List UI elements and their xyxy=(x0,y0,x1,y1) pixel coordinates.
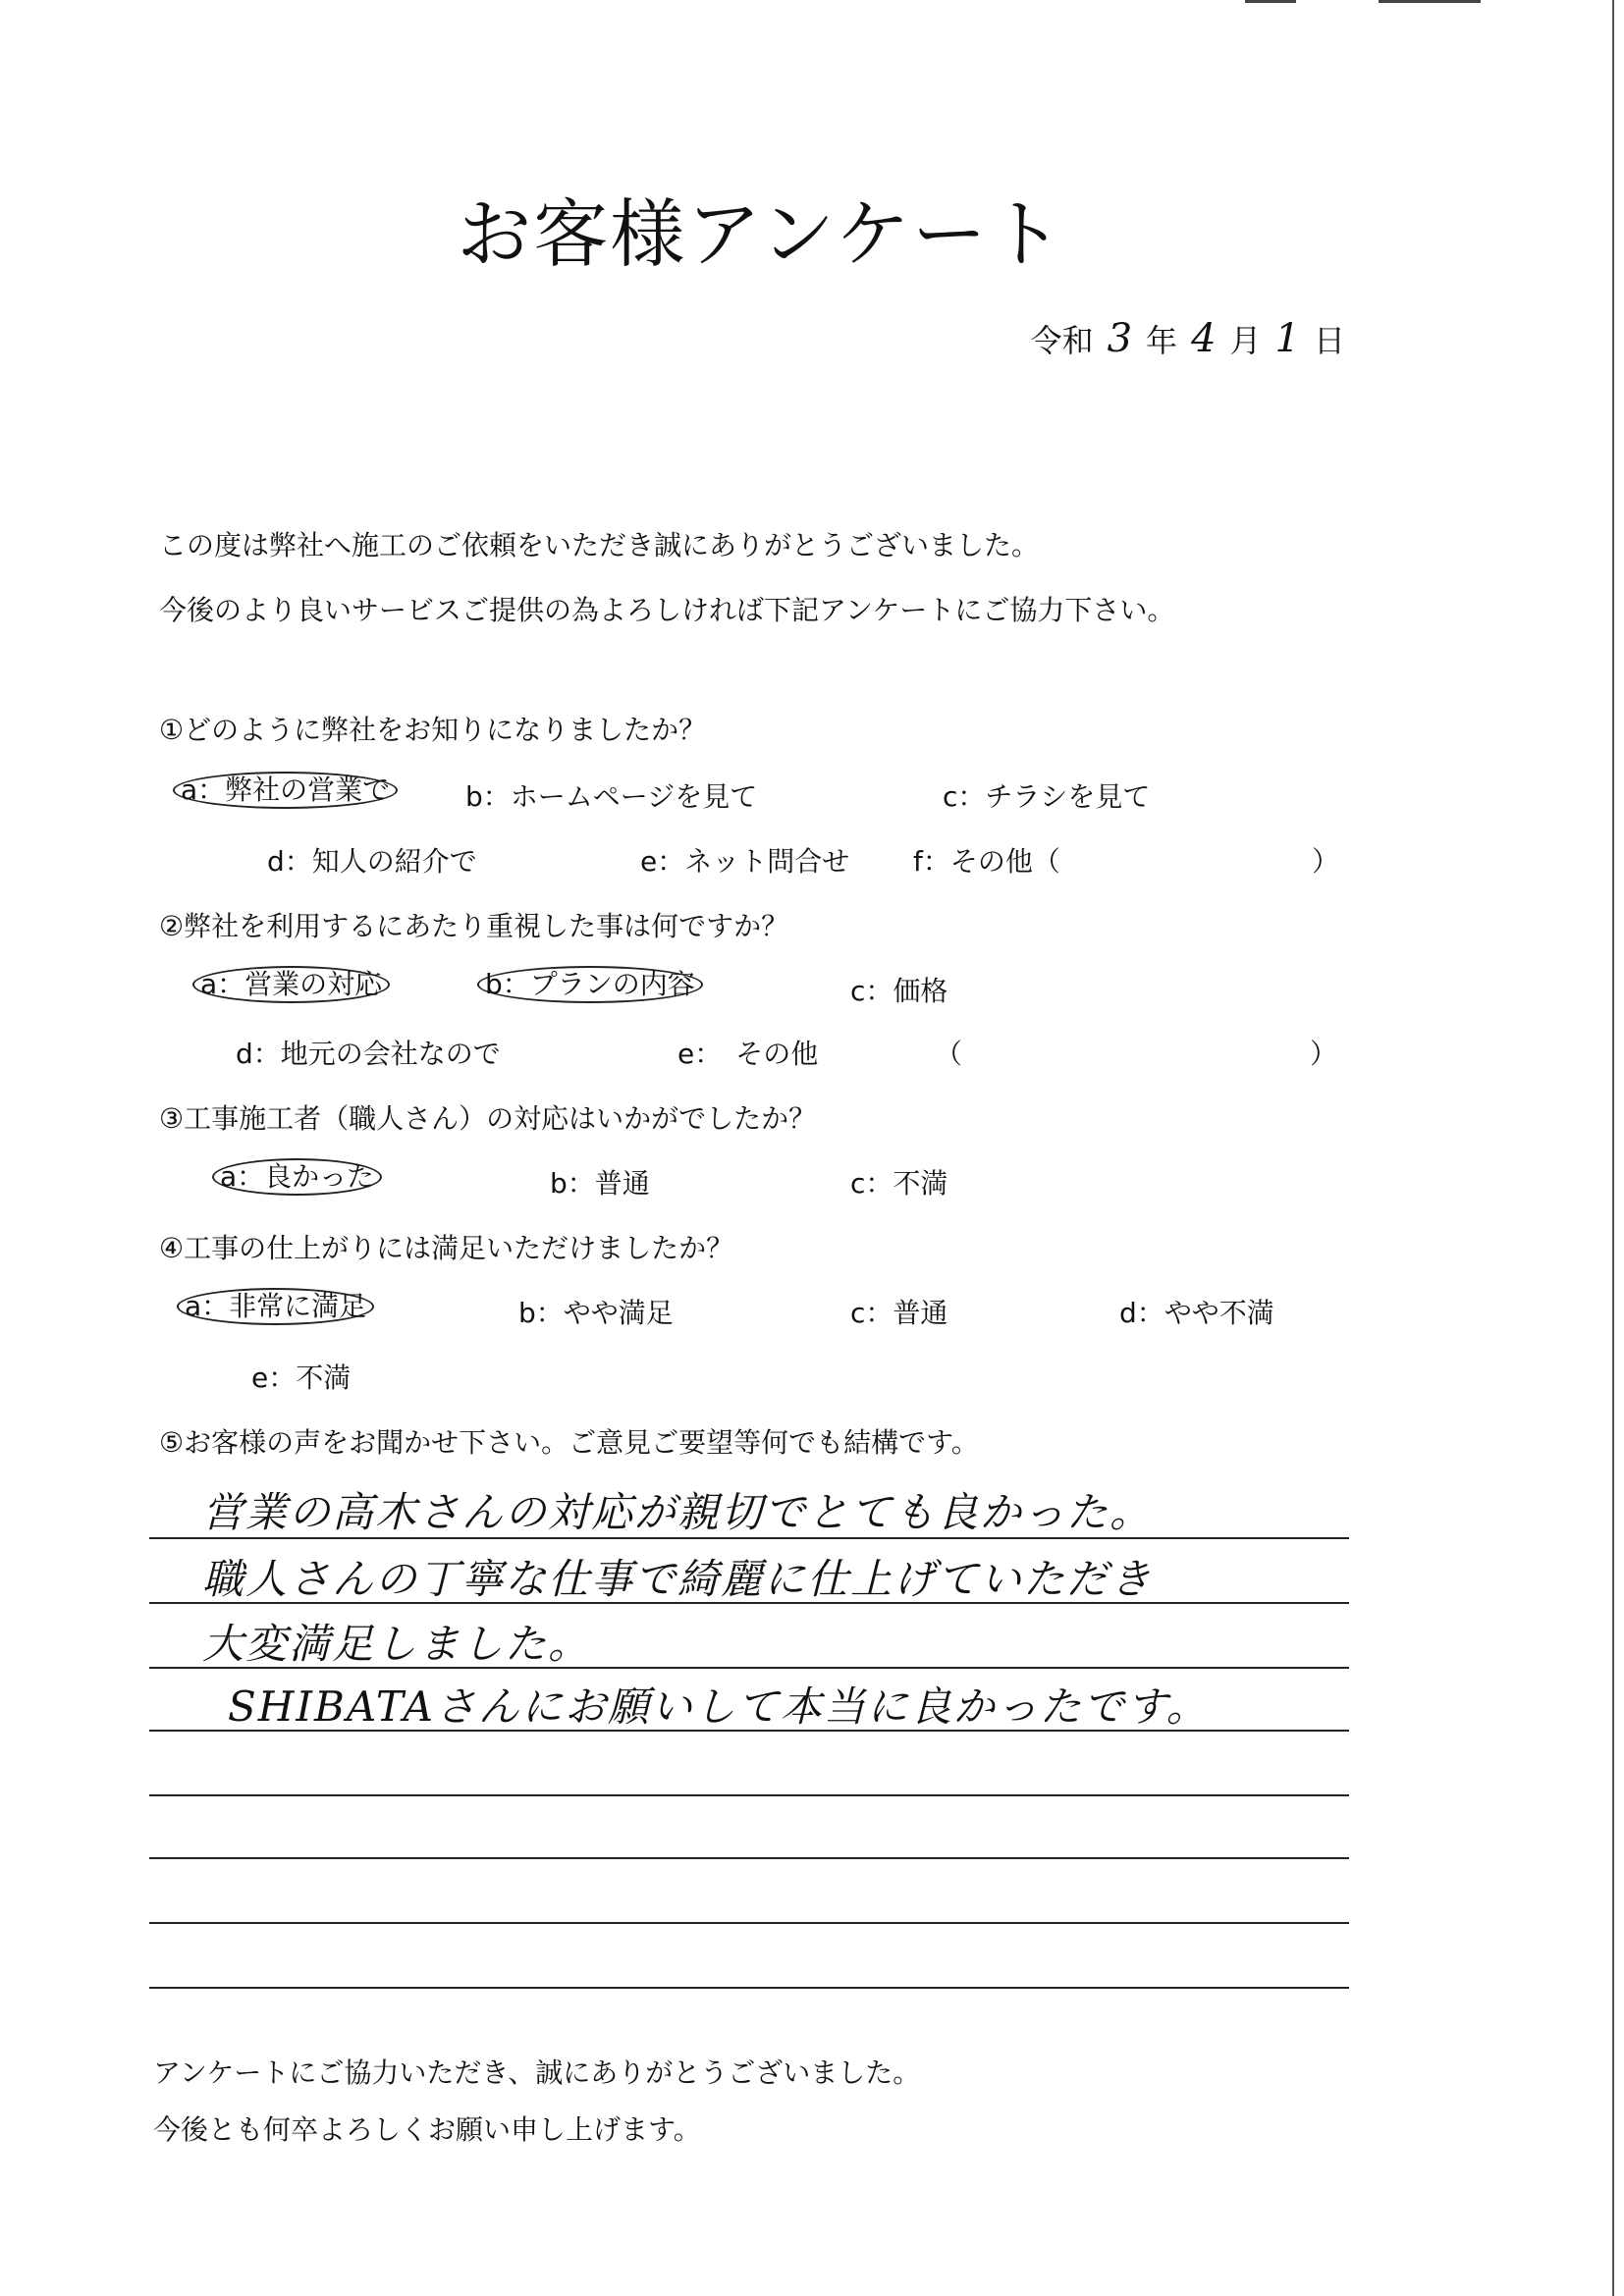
q4-option-d[interactable]: d：やや不満 xyxy=(1119,1297,1274,1329)
q3-option-b[interactable]: b：普通 xyxy=(550,1167,650,1200)
answer-rule xyxy=(149,1794,1349,1796)
q2-option-e-open-paren: （ xyxy=(935,1038,963,1070)
q3-option-a-circle-mark xyxy=(212,1158,382,1196)
answer-rule xyxy=(149,1857,1349,1859)
q1-option-c[interactable]: c：チラシを見て xyxy=(943,780,1151,813)
date-month-value: 4 xyxy=(1191,316,1217,361)
scan-mark-left xyxy=(1245,0,1296,3)
scan-page-edge xyxy=(1612,0,1614,2296)
question-2: ②弊社を利用するにあたり重視した事は何ですか？ xyxy=(159,910,789,942)
q1-option-a-circle-mark xyxy=(173,772,398,809)
q3-option-a[interactable] xyxy=(212,1158,388,1196)
answer-rule xyxy=(149,1987,1349,1989)
date-year-unit: 年 xyxy=(1146,322,1178,359)
q4-option-b[interactable]: b：やや満足 xyxy=(518,1297,674,1329)
q4-option-a-label: a：非常に満足 xyxy=(185,1290,367,1322)
scan-mark-right xyxy=(1379,0,1481,3)
answer-handwritten-line-4: SHIBATAさんにお願いして本当に良かったです。 xyxy=(228,1682,1210,1731)
q2-option-c[interactable]: c：価格 xyxy=(850,975,948,1007)
date-month-unit: 月 xyxy=(1229,322,1262,359)
q4-option-a-circle-mark xyxy=(177,1288,374,1325)
survey-date xyxy=(1031,316,1345,361)
q2-option-e-close-paren: ） xyxy=(1310,1038,1338,1070)
date-day-unit: 日 xyxy=(1313,322,1345,359)
q3-option-c[interactable]: c：不満 xyxy=(850,1167,948,1200)
q1-option-e[interactable]: e：ネット問合せ xyxy=(640,845,850,878)
question-5: ⑤お客様の声をお聞かせ下さい。ご意見ご要望等何でも結構です。 xyxy=(159,1426,979,1459)
q1-option-a[interactable] xyxy=(173,772,404,809)
page-title: お客様アンケート xyxy=(457,190,1065,278)
question-3: ③工事施工者（職人さん）の対応はいかがでしたか？ xyxy=(159,1102,817,1135)
q1-option-d[interactable]: d：知人の紹介で xyxy=(267,845,477,878)
q4-option-c[interactable]: c：普通 xyxy=(850,1297,948,1329)
q2-option-d[interactable]: d：地元の会社なので xyxy=(236,1038,501,1070)
q4-option-e[interactable]: e：不満 xyxy=(251,1362,352,1394)
q1-option-f[interactable]: f：その他（ xyxy=(913,845,1060,878)
q2-option-b-circle-mark xyxy=(477,966,703,1003)
q4-option-a[interactable] xyxy=(177,1288,380,1325)
q2-option-a[interactable] xyxy=(192,966,396,1003)
q1-option-b[interactable]: b：ホームページを見て xyxy=(465,780,758,813)
answer-rule xyxy=(149,1922,1349,1924)
q2-option-b-label: b：プランの内容 xyxy=(485,968,695,1000)
q2-option-a-label: a：営業の対応 xyxy=(200,968,383,1000)
q3-option-a-label: a：良かった xyxy=(220,1160,375,1193)
q2-option-a-circle-mark xyxy=(192,966,390,1003)
intro-line-1: この度は弊社へ施工のご依頼をいただき誠にありがとうございました。 xyxy=(159,529,1040,561)
date-era: 令和 xyxy=(1030,322,1094,359)
q2-option-b[interactable] xyxy=(477,966,709,1003)
intro-line-2: 今後のより良いサービスご提供の為よろしければ下記アンケートにご協力下さい。 xyxy=(159,594,1175,626)
answer-handwritten-line-1: 営業の高木さんの対応が親切でとても良かった。 xyxy=(202,1488,1154,1536)
q2-option-e[interactable]: e： その他 xyxy=(677,1038,819,1070)
date-day-value: 1 xyxy=(1274,316,1300,361)
q1-option-a-label: a：弊社の営業で xyxy=(181,774,391,806)
question-4: ④工事の仕上がりには満足いただけましたか？ xyxy=(159,1232,734,1264)
answer-handwritten-line-2: 職人さんの丁寧な仕事で綺麗に仕上げていただき xyxy=(202,1555,1154,1603)
footer-line-2: 今後とも何卒よろしくお願い申し上げます。 xyxy=(153,2113,701,2146)
answer-handwritten-line-3: 大変満足しました。 xyxy=(202,1620,592,1668)
date-year-value: 3 xyxy=(1107,316,1133,361)
question-1: ①どのように弊社をお知りになりましたか？ xyxy=(159,714,707,746)
footer-line-1: アンケートにご協力いただき、誠にありがとうございました。 xyxy=(153,2056,921,2089)
q1-option-f-close-paren: ） xyxy=(1312,845,1340,878)
